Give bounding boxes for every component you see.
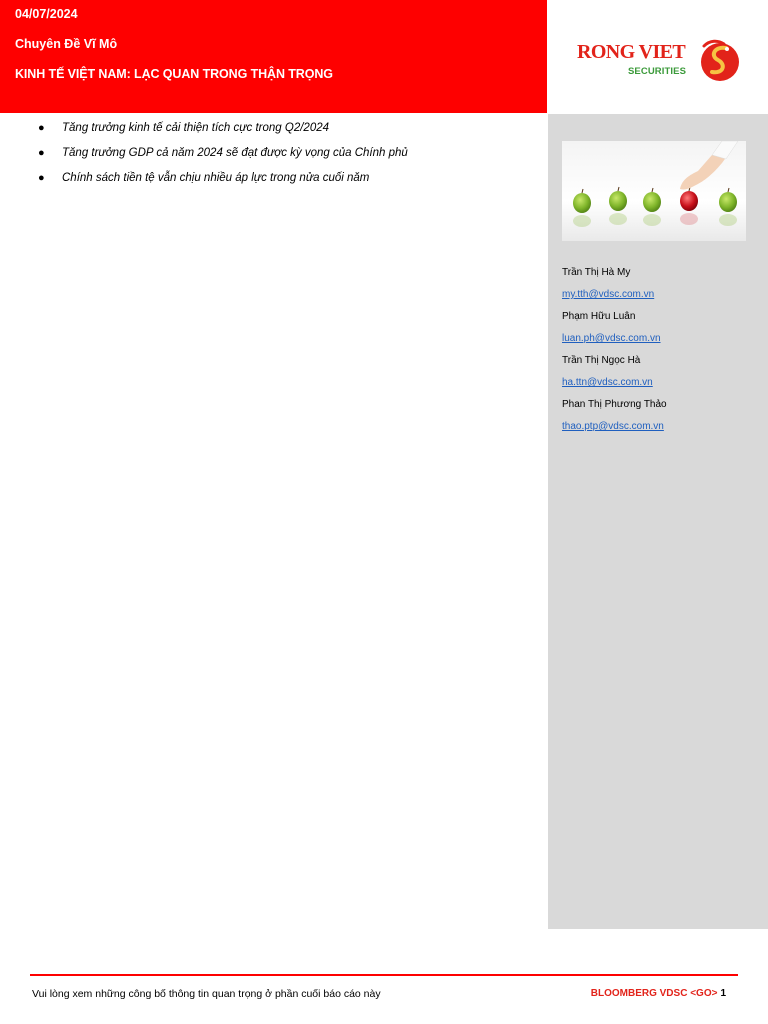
analyst-name: Trần Thị Ngọc Hà	[562, 355, 641, 366]
report-title: KINH TẾ VIỆT NAM: LẠC QUAN TRONG THẬN TRỌNG	[15, 67, 333, 81]
apples-image	[562, 141, 746, 241]
sidebar	[548, 114, 768, 929]
analyst-email-link[interactable]: thao.ptp@vdsc.com.vn	[562, 421, 664, 432]
list-item	[38, 145, 408, 170]
footer-disclaimer: Vui lòng xem những công bố thông tin quan trọng ở phần cuối báo cáo này	[32, 988, 381, 1000]
list-item	[38, 120, 408, 145]
bullet-icon: ●	[38, 147, 45, 159]
header-band	[0, 0, 547, 113]
analyst-name: Trần Thị Hà My	[562, 267, 631, 278]
analyst-name: Phạm Hữu Luân	[562, 311, 636, 322]
analyst-list	[562, 266, 667, 442]
report-date: 04/07/2024	[15, 7, 78, 21]
key-points-list	[38, 120, 408, 195]
key-point-text: Chính sách tiền tệ vẫn chịu nhiều áp lực trong nửa cuối năm	[62, 172, 370, 184]
footer-divider	[30, 974, 738, 976]
key-point-text: Tăng trưởng GDP cả năm 2024 sẽ đạt được kỳ vọng của Chính phủ	[62, 147, 408, 159]
dragon-emblem-icon	[696, 36, 740, 84]
list-item	[38, 170, 408, 195]
bullet-icon: ●	[38, 172, 45, 184]
analyst-email-link[interactable]: luan.ph@vdsc.com.vn	[562, 333, 661, 344]
key-point-text: Tăng trưởng kinh tế cải thiện tích cực trong Q2/2024	[62, 122, 330, 134]
bloomberg-ticker: BLOOMBERG VDSC <GO>	[590, 988, 718, 999]
report-category: Chuyên Đề Vĩ Mô	[15, 37, 118, 51]
analyst-email-link[interactable]: my.tth@vdsc.com.vn	[562, 289, 655, 300]
logo-wordmark: RONG VIET	[577, 41, 686, 63]
rong-viet-logo	[574, 36, 744, 86]
analyst-name: Phan Thị Phương Thảo	[562, 399, 667, 410]
analyst-email-link[interactable]: ha.ttn@vdsc.com.vn	[562, 377, 653, 388]
bullet-icon: ●	[38, 122, 45, 134]
logo-subtext: SECURITIES	[628, 66, 687, 77]
page-number: 1	[720, 988, 726, 999]
footer-reference	[591, 988, 726, 999]
